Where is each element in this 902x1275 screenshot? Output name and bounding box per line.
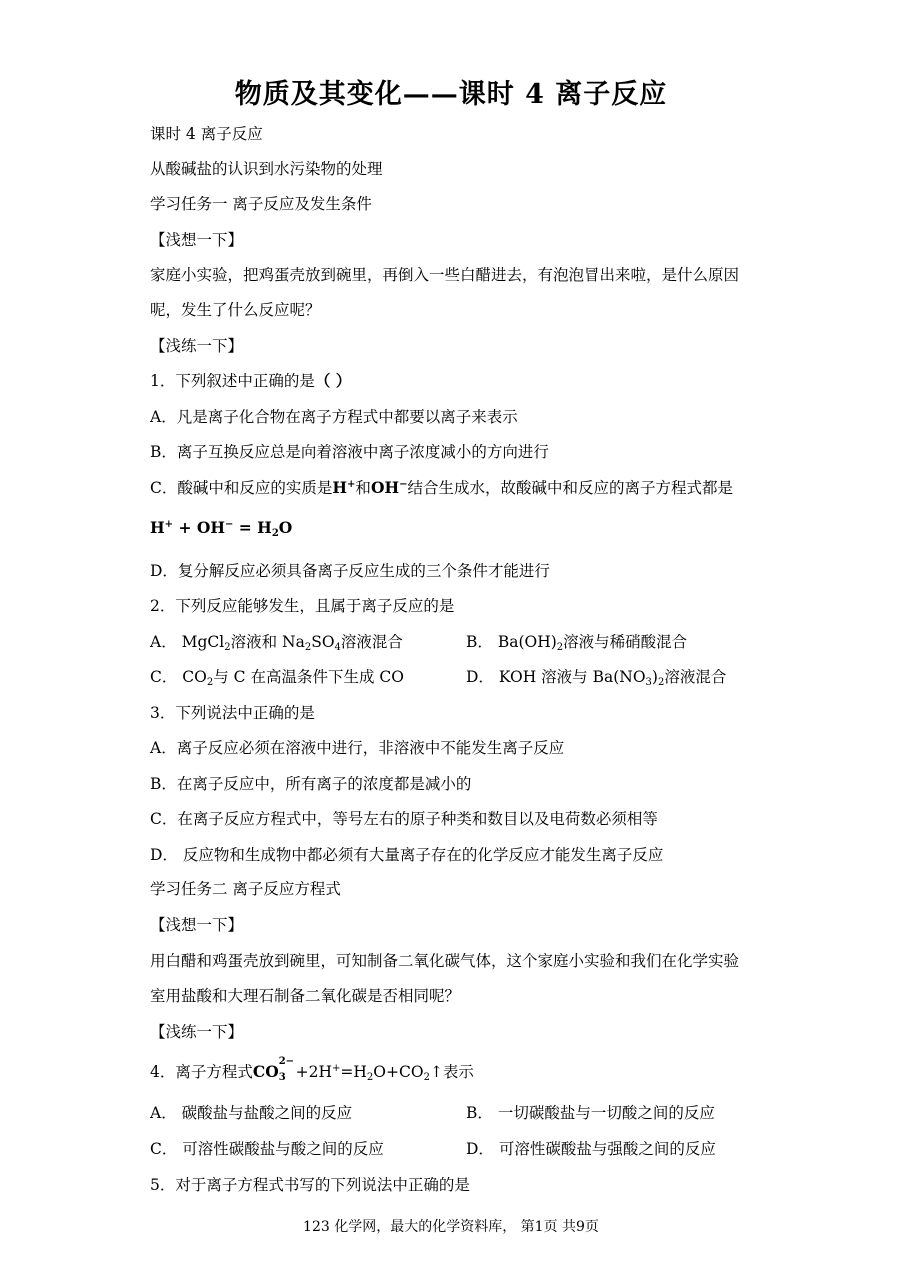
practice-label: 【浅练一下】 [150, 337, 244, 355]
question-3-option-a: A．离子反应必须在溶液中进行，非溶液中不能发生离子反应 [150, 739, 565, 757]
think-text-line: 呢，发生了什么反应呢？ [150, 301, 321, 319]
question-4-option-d: D． 可溶性碳酸盐与强酸之间的反应 [466, 1140, 716, 1158]
question-2-option-c [150, 668, 404, 686]
task-one-heading: 学习任务一 离子反应及发生条件 [150, 195, 372, 213]
question-1-option-b: B．离子互换反应总是向着溶液中离子浓度减小的方向进行 [150, 443, 549, 461]
carbonate-charge: 2− [278, 1056, 295, 1067]
answer-paren: （ ） [314, 371, 352, 390]
question-4-row-cd [150, 1139, 770, 1159]
subscript: 2 [556, 642, 564, 653]
subscript: 2 [423, 1072, 430, 1083]
charge-plus: + [347, 479, 356, 490]
question-3-option-d: D． 反应物和生成物中都必须有大量离子存在的化学反应才能发生离子反应 [150, 846, 664, 864]
question-2-row-cd [150, 667, 770, 687]
lesson-label: 课时 4 离子反应 [150, 125, 263, 143]
subscript: 2 [657, 677, 665, 688]
option-text: 溶液和 Na [230, 633, 305, 651]
question-2-option-b [466, 632, 687, 652]
question-1-stem [150, 371, 351, 391]
lesson-subtitle: 从酸碱盐的认识到水污染物的处理 [150, 160, 383, 178]
equation-text: =H [340, 1063, 367, 1081]
option-text: C．酸碱中和反应的实质是 [150, 479, 333, 497]
question-2-stem: 2．下列反应能够发生，且属于离子反应的是 [150, 597, 455, 615]
superscript: + [332, 1063, 341, 1074]
option-text: B． Ba(OH) [466, 633, 557, 651]
carbonate-formula: CO [252, 1062, 279, 1081]
subscript: 2 [366, 1072, 374, 1083]
subscript: 2 [206, 677, 214, 688]
subscript: 3 [645, 677, 652, 688]
subscript: 2 [224, 642, 231, 653]
option-text: 和 [355, 479, 371, 497]
page-title: 物质及其变化——课时 4 离子反应 [234, 79, 668, 110]
page-footer: 123 化学网，最大的化学资料库， 第1页 共9页 [303, 1219, 599, 1235]
question-4-option-a: A． 碳酸盐与盐酸之间的反应 [150, 1104, 353, 1122]
option-text: 溶液混合 [664, 668, 727, 686]
question-5-stem: 5．对于离子方程式书写的下列说法中正确的是 [150, 1176, 470, 1194]
think-label: 【浅想一下】 [150, 916, 244, 934]
charge-minus: − [399, 479, 408, 490]
question-1-option-c [150, 478, 733, 498]
eq-equals: = H [233, 518, 272, 537]
equation-text: +2H [290, 1063, 333, 1081]
question-4-option-c: C． 可溶性碳酸盐与酸之间的反应 [150, 1140, 384, 1158]
subscript: 2 [304, 642, 312, 653]
question-1-option-d: D．复分解反应必须具备离子反应生成的三个条件才能进行 [150, 562, 550, 580]
eq-oh: + OH [173, 518, 225, 537]
think-label: 【浅想一下】 [150, 231, 244, 249]
eq-sub-2: 2 [271, 528, 279, 539]
think-text-line: 室用盐酸和大理石制备二氧化碳是否相同呢？ [150, 987, 461, 1005]
question-4-stem [150, 1056, 474, 1083]
think-text-line: 家庭小实验，把鸡蛋壳放到碗里，再倒入一些白醋进去，有泡泡冒出来啦，是什么原因 [150, 266, 740, 284]
carbonate-subscript: 3 [278, 1072, 286, 1083]
eq-o: O [278, 518, 293, 537]
question-3-stem: 3．下列说法中正确的是 [150, 704, 315, 722]
option-text: A． MgCl [150, 633, 225, 651]
option-text: ) [651, 668, 658, 686]
formula-h: H [332, 478, 348, 497]
equation-text: O+CO [373, 1063, 424, 1081]
question-stem-text: 1．下列叙述中正确的是 [150, 372, 315, 390]
question-2-option-d [466, 667, 726, 687]
eq-plus: + [164, 519, 174, 530]
equation-text: ↑表示 [429, 1063, 474, 1081]
question-4-row-ab [150, 1103, 770, 1123]
formula-oh: OH [370, 478, 400, 497]
question-3-option-b: B．在离子反应中，所有离子的浓度都是减小的 [150, 775, 472, 793]
question-2-option-a [150, 633, 403, 651]
think-text-line: 用白醋和鸡蛋壳放到碗里，可知制备二氧化碳气体，这个家庭小实验和我们在化学实验 [150, 952, 740, 970]
option-text: SO [311, 633, 335, 651]
neutralization-equation [150, 518, 292, 538]
option-text: C． CO [150, 668, 207, 686]
option-text: D． KOH 溶液与 Ba(NO [466, 668, 646, 686]
subscript: 4 [334, 642, 341, 653]
option-text: 与 C 在高温条件下生成 CO [213, 668, 404, 686]
eq-h: H [150, 518, 165, 537]
question-stem-text: 4．离子方程式 [150, 1063, 253, 1081]
option-text: 溶液与稀硝酸混合 [563, 633, 688, 651]
question-1-option-a: A．凡是离子化合物在离子方程式中都要以离子来表示 [150, 408, 518, 426]
option-text: 溶液混合 [340, 633, 403, 651]
question-2-row-ab [150, 632, 770, 652]
eq-minus: − [224, 519, 234, 530]
carbonate-scripts [278, 1056, 295, 1083]
question-3-option-c: C．在离子反应方程式中，等号左右的原子种类和数目以及电荷数必须相等 [150, 810, 658, 828]
option-text: 结合生成水，故酸碱中和反应的离子方程式都是 [407, 479, 733, 497]
question-4-option-b: B． 一切碳酸盐与一切酸之间的反应 [466, 1104, 715, 1122]
practice-label: 【浅练一下】 [150, 1023, 244, 1041]
task-two-heading: 学习任务二 离子反应方程式 [150, 880, 341, 898]
